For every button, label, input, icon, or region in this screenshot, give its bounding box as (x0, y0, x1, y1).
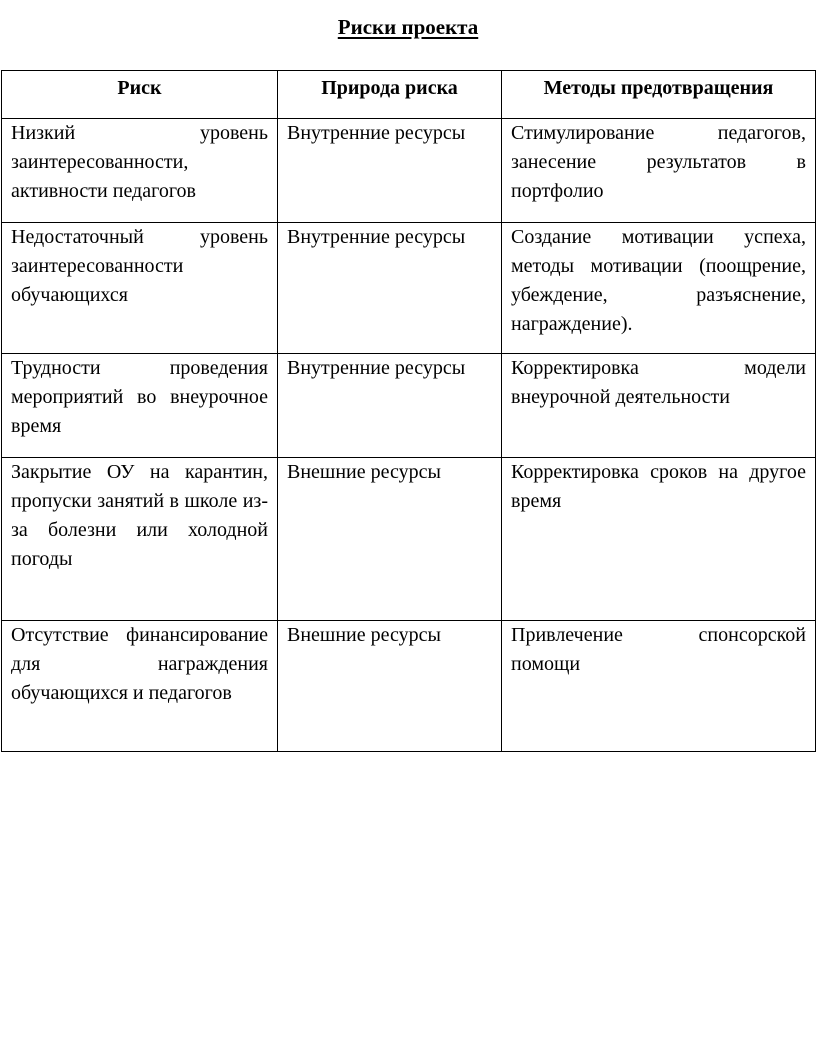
table-row (2, 354, 816, 458)
nature-cell: Внешние ресурсы (278, 621, 502, 752)
risk-cell: Закрытие ОУ на карантин, пропуски занятий в школе из-за болезни или холодной погоды (2, 458, 278, 621)
table-row (2, 621, 816, 752)
table-row (2, 458, 816, 621)
header-nature: Природа риска (278, 71, 502, 119)
methods-cell: Стимулирование педагогов, занесение результатов в портфолио (502, 119, 816, 223)
nature-cell: Внешние ресурсы (278, 458, 502, 621)
methods-cell: Корректировка сроков на другое время (502, 458, 816, 621)
risk-cell: Низкий уровень заинтересованности, активности педагогов (2, 119, 278, 223)
risk-cell: Недостаточный уровень заинтересованности обучающихся (2, 223, 278, 354)
nature-cell: Внутренние ресурсы (278, 119, 502, 223)
risk-cell: Трудности проведения мероприятий во внеурочное время (2, 354, 278, 458)
methods-cell: Корректировка модели внеурочной деятельности (502, 354, 816, 458)
nature-cell: Внутренние ресурсы (278, 354, 502, 458)
risk-cell: Отсутствие финансирование для награждения обучающихся и педагогов (2, 621, 278, 752)
methods-cell: Привлечение спонсорской помощи (502, 621, 816, 752)
risks-table (1, 70, 816, 752)
table-row (2, 223, 816, 354)
nature-cell: Внутренние ресурсы (278, 223, 502, 354)
header-risk: Риск (2, 71, 278, 119)
methods-cell: Создание мотивации успеха, методы мотивации (поощрение, убеждение, разъяснение, награждение). (502, 223, 816, 354)
page-title: Риски проекта (337, 15, 479, 39)
table-header-row (2, 71, 816, 119)
header-methods: Методы предотвращения (502, 71, 816, 119)
table-row (2, 119, 816, 223)
